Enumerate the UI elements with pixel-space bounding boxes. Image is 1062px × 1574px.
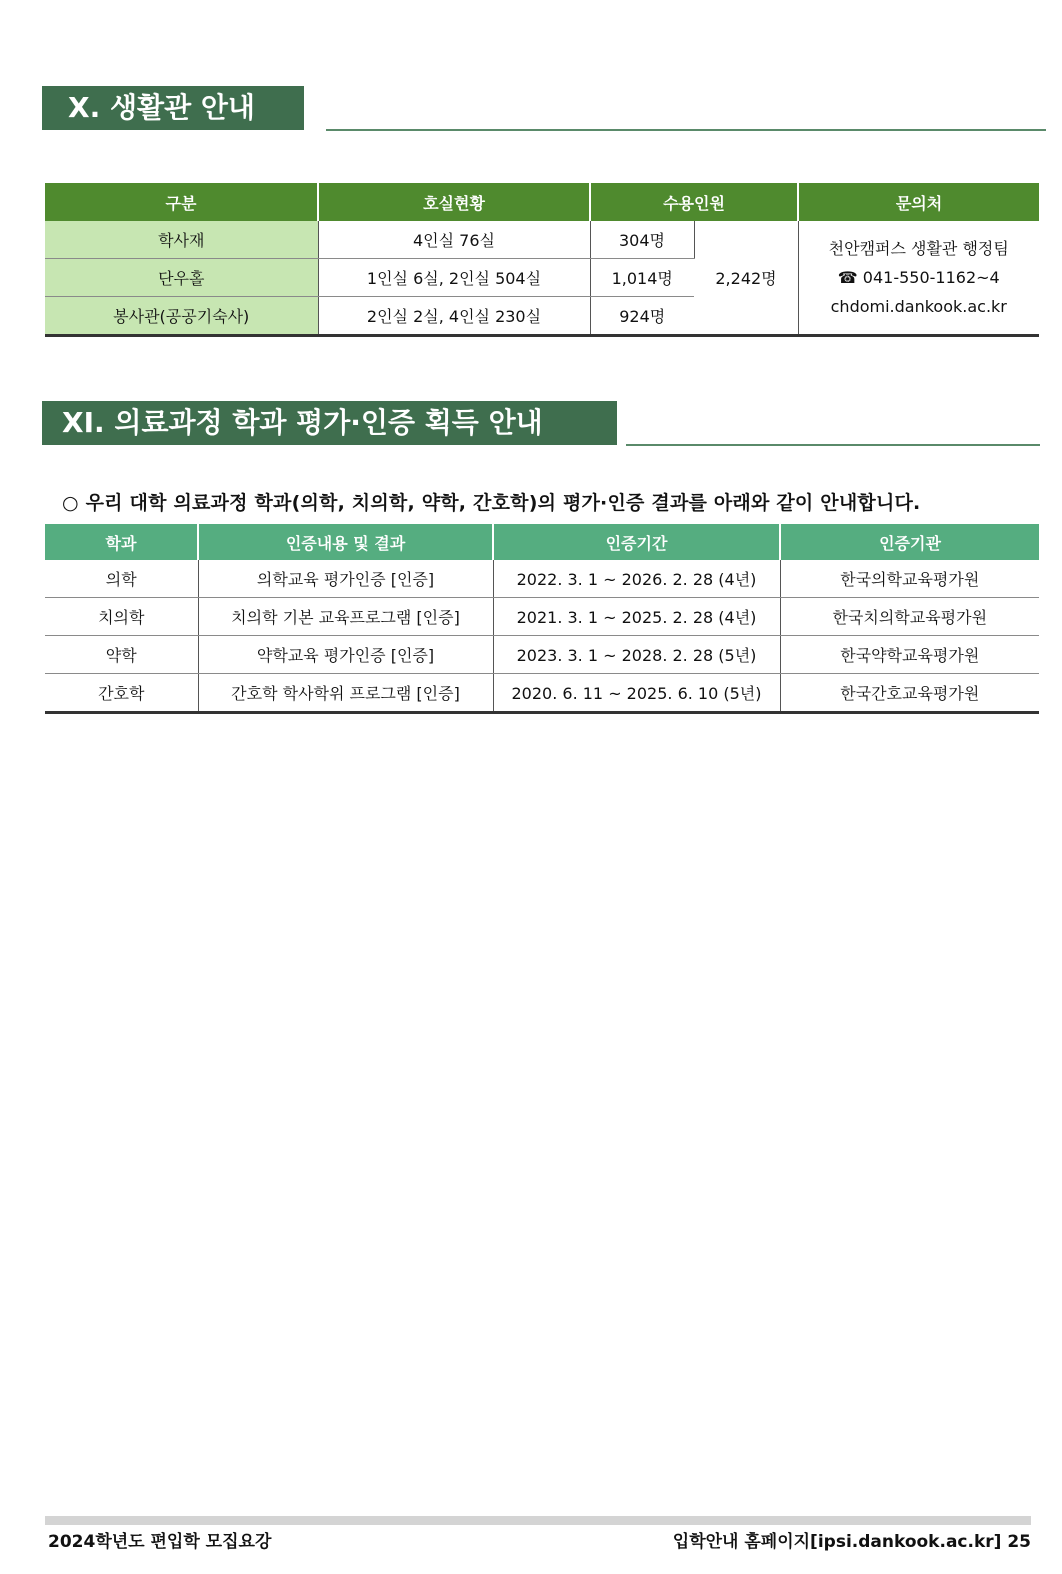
contact-office: 천안캠퍼스 생활관 행정팀 [828, 239, 1009, 258]
dorm-capacity: 1,014명 [590, 259, 694, 297]
dorm-header-row [45, 183, 1039, 221]
cert-agency: 한국간호교육평가원 [780, 674, 1039, 713]
section-xi-divider [626, 444, 1040, 446]
cert-dept: 치의학 [45, 598, 198, 636]
contact-phone: ☎ 041-550-1162~4 [837, 268, 1000, 287]
section-x-divider [326, 129, 1046, 131]
dorm-capacity: 924명 [590, 297, 694, 336]
dorm-total-capacity: 2,242명 [694, 221, 798, 336]
section-x-header [42, 86, 304, 130]
dorm-header-category: 구분 [45, 183, 318, 221]
contact-web: chdomi.dankook.ac.kr [830, 297, 1007, 316]
dorm-capacity: 304명 [590, 221, 694, 259]
cert-intro-text: ○ 우리 대학 의료과정 학과(의학, 치의학, 약학, 간호학)의 평가·인증 결과를 아래와 같이 안내합니다. [62, 492, 921, 514]
dorm-category: 단우홀 [45, 259, 318, 297]
section-xi-title: XI. 의료과정 학과 평가·인증 획득 안내 [42, 401, 617, 445]
cert-content: 의학교육 평가인증 [인증] [198, 560, 493, 598]
dorm-rooms: 1인실 6실, 2인실 504실 [318, 259, 590, 297]
dorm-header-contact: 문의처 [798, 183, 1039, 221]
cert-agency: 한국의학교육평가원 [780, 560, 1039, 598]
cert-header-period: 인증기간 [493, 524, 780, 560]
cert-period: 2021. 3. 1 ~ 2025. 2. 28 (4년) [493, 598, 780, 636]
cert-dept: 의학 [45, 560, 198, 598]
dorm-category: 학사재 [45, 221, 318, 259]
dorm-rooms: 4인실 76실 [318, 221, 590, 259]
footer-homepage-page-number: 입학안내 홈페이지[ipsi.dankook.ac.kr] 25 [672, 1532, 1031, 1552]
cert-content: 약학교육 평가인증 [인증] [198, 636, 493, 674]
table-row [45, 221, 1039, 259]
table-row [45, 636, 1039, 674]
cert-agency: 한국치의학교육평가원 [780, 598, 1039, 636]
section-xi-header [42, 401, 617, 445]
cert-period: 2023. 3. 1 ~ 2028. 2. 28 (5년) [493, 636, 780, 674]
footer-divider [45, 1516, 1031, 1525]
dorm-header-rooms: 호실현황 [318, 183, 590, 221]
dorm-category: 봉사관(공공기숙사) [45, 297, 318, 336]
footer-document-title: 2024학년도 편입학 모집요강 [48, 1532, 272, 1552]
dorm-table [45, 183, 1039, 337]
cert-header-content: 인증내용 및 결과 [198, 524, 493, 560]
dorm-contact [798, 221, 1039, 336]
cert-header-agency: 인증기관 [780, 524, 1039, 560]
cert-header-dept: 학과 [45, 524, 198, 560]
section-x-title: X. 생활관 안내 [42, 86, 304, 130]
dorm-header-capacity: 수용인원 [590, 183, 798, 221]
table-row [45, 560, 1039, 598]
cert-period: 2020. 6. 11 ~ 2025. 6. 10 (5년) [493, 674, 780, 713]
dorm-rooms: 2인실 2실, 4인실 230실 [318, 297, 590, 336]
cert-dept: 약학 [45, 636, 198, 674]
table-row [45, 674, 1039, 713]
cert-agency: 한국약학교육평가원 [780, 636, 1039, 674]
cert-dept: 간호학 [45, 674, 198, 713]
cert-table [45, 524, 1039, 714]
table-row [45, 598, 1039, 636]
cert-period: 2022. 3. 1 ~ 2026. 2. 28 (4년) [493, 560, 780, 598]
cert-content: 간호학 학사학위 프로그램 [인증] [198, 674, 493, 713]
cert-content: 치의학 기본 교육프로그램 [인증] [198, 598, 493, 636]
cert-header-row [45, 524, 1039, 560]
